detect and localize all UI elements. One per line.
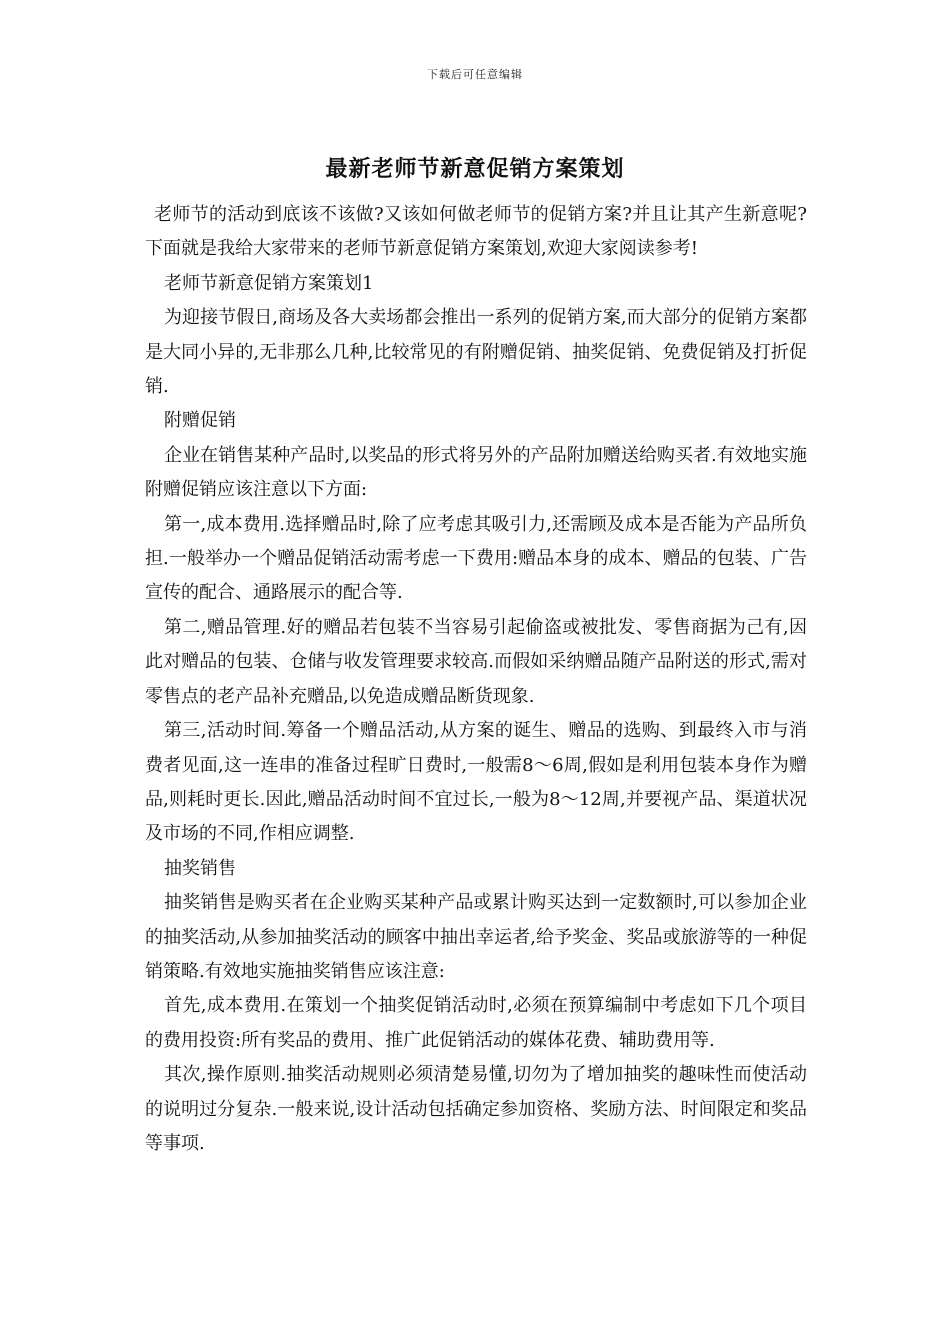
body-paragraph: 其次,操作原则.抽奖活动规则必须清楚易懂,切勿为了增加抽奖的趣味性而使活动的说明过分复杂.一般来说,设计活动包括确定参加资格、奖励方法、时间限定和奖品等事项. — [145, 1064, 807, 1154]
subsection-heading: 附赠促销 — [164, 410, 236, 432]
header-note: 下载后可任意编辑 — [427, 68, 523, 81]
document-body — [145, 198, 807, 1161]
body-paragraph: 抽奖销售是购买者在企业购买某种产品或累计购买达到一定数额时,可以参加企业的抽奖活动,从参加抽奖活动的顾客中抽出幸运者,给予奖金、奖品或旅游等的一种促销策略.有效地实施抽奖销售应该注意: — [145, 892, 807, 982]
body-paragraph: 为迎接节假日,商场及各大卖场都会推出一系列的促销方案,而大部分的促销方案都是大同小异的,无非那么几种,比较常见的有附赠促销、抽奖促销、免费促销及打折促销. — [145, 307, 807, 398]
body-paragraph: 企业在销售某种产品时,以奖品的形式将另外的产品附加赠送给购买者.有效地实施附赠促销应该注意以下方面: — [145, 444, 807, 501]
section-heading: 老师节新意促销方案策划1 — [164, 272, 374, 294]
body-paragraph: 第一,成本费用.选择赠品时,除了应考虑其吸引力,还需顾及成本是否能为产品所负担.一般举办一个赠品促销活动需考虑一下费用:赠品本身的成本、赠品的包装、广告宣传的配合、通路展示的配合等. — [145, 513, 807, 604]
body-paragraph: 第二,赠品管理.好的赠品若包装不当容易引起偷盗或被批发、零售商据为己有,因此对赠品的包装、仓储与收发管理要求较高.而假如采纳赠品随产品附送的形式,需对零售点的老产品补充赠品,以免造成赠品断货现象. — [145, 616, 807, 707]
body-paragraph: 第三,活动时间.筹备一个赠品活动,从方案的诞生、赠品的选购、到最终入市与消费者见面,这一连串的准备过程旷日费时,一般需8～6周,假如是利用包装本身作为赠品,则耗时更长.因此,赠品活动时间不宜过长,一般为8～12周,并要视产品、渠道状况及市场的不同,作相应调整. — [145, 720, 807, 845]
body-paragraph: 首先,成本费用.在策划一个抽奖促销活动时,必须在预算编制中考虑如下几个项目的费用投资:所有奖品的费用、推广此促销活动的媒体花费、辅助费用等. — [145, 995, 807, 1051]
subsection-heading: 抽奖销售 — [164, 857, 236, 879]
document-title: 最新老师节新意促销方案策划 — [325, 156, 625, 182]
intro-paragraph: 老师节的活动到底该不该做?又该如何做老师节的促销方案?并且让其产生新意呢?下面就是我给大家带来的老师节新意促销方案策划,欢迎大家阅读参考! — [145, 204, 807, 260]
